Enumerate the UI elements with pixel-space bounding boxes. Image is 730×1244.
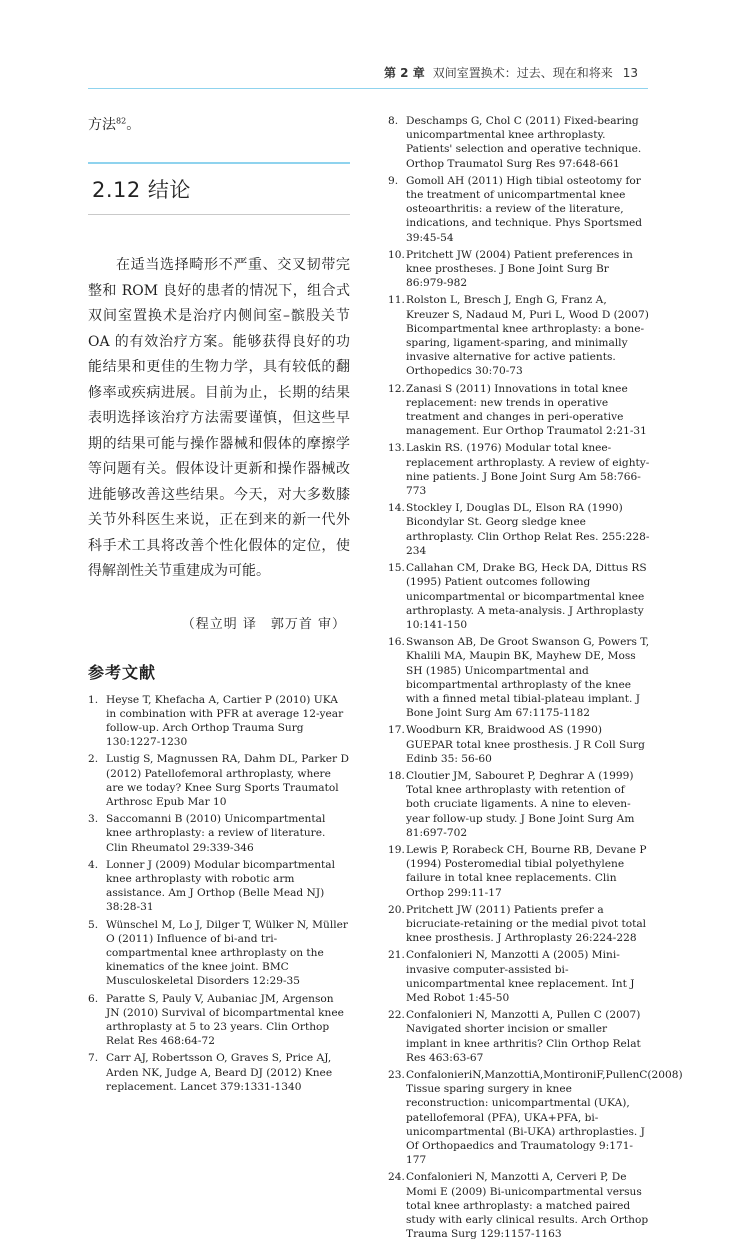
reference-text: Heyse T, Khefacha A, Cartier P (2010) UKA in combination with PFR at average 12-year follow-up. Arch Orthop Trauma Surg 130:1227-1230	[106, 693, 344, 749]
chapter-label: 第 2 章	[383, 66, 425, 80]
reference-number: 1.	[88, 693, 99, 706]
reference-number: 7.	[88, 1052, 99, 1065]
references-heading: 参考文献	[88, 662, 157, 682]
reference-number: 13.	[388, 442, 405, 455]
reference-item	[388, 248, 650, 291]
reference-number: 15.	[388, 562, 405, 575]
continuation-tail: 。	[126, 117, 141, 133]
reference-text: Pritchett JW (2011) Patients prefer a bicruciate-retaining or the medial pivot total knee prosthesis. J Arthroplasty 26:224-228	[406, 903, 647, 945]
reference-text: Callahan CM, Drake BG, Heck DA, Dittus RS (1995) Patient outcomes following unicompartmental or bicompartmental knee arthroplasty. A meta-analysis. J Arthroplasty 10:141-150	[406, 562, 647, 631]
reference-text: Gomoll AH (2011) High tibial osteotomy for the treatment of unicompartmental knee osteoarthritis: a review of the literature, indications, and technique. Phys Sportsmed 39:45-54	[406, 174, 643, 244]
reference-number: 5.	[88, 918, 99, 931]
reference-text: Laskin RS. (1976) Modular total knee-replacement arthroplasty. A review of eighty-nine patients. J Bone Joint Surg Am 58:766-773	[406, 442, 650, 498]
continuation-text: 方法	[88, 117, 116, 133]
reference-item	[388, 293, 650, 378]
right-column	[388, 114, 683, 1244]
reference-item	[388, 114, 650, 171]
reference-item	[388, 501, 650, 558]
reference-item	[88, 812, 350, 855]
citation-marker: 82	[116, 116, 127, 126]
reference-text: ConfalonieriN,ManzottiA,MontironiF,PullenC(2008) Tissue sparing surgery in knee reconstruction: unicompartmental (UKA), patellofemoral (PFA), UKA+PFA, bi-unicompartmental (Bi-UKA) arthroplasties. J Of Orthopaedics and Traumatology 9:171-177	[406, 1069, 683, 1167]
reference-number: 9.	[388, 174, 399, 187]
page-number: 13	[622, 66, 638, 80]
reference-text: Wünschel M, Lo J, Dilger T, Wülker N, Müller O (2011) Influence of bi-and tri-compartmental knee arthroplasty on the kinematics of the knee joint. BMC Musculoskeletal Disorders 12:29-35	[106, 918, 348, 988]
reference-number: 18.	[388, 769, 405, 782]
reference-number: 14.	[388, 502, 405, 515]
reference-item	[388, 635, 650, 720]
reference-text: Lonner J (2009) Modular bicompartmental knee arthroplasty with robotic arm assistance. Am J Orthop (Belle Mead NJ) 38:28-31	[106, 858, 335, 914]
section-rule-bottom	[88, 214, 350, 215]
reference-number: 22.	[388, 1009, 405, 1022]
reference-item	[388, 843, 650, 900]
header-text	[384, 64, 638, 81]
reference-item	[88, 752, 350, 809]
reference-number: 21.	[388, 949, 405, 962]
reference-text: Saccomanni B (2010) Unicompartmental knee arthroplasty: a review of literature. Clin Rheumatol 29:339-346	[106, 813, 326, 854]
reference-text: Confalonieri N, Manzotti A (2005) Mini-invasive computer-assisted bi-unicompartmental knee replacement. Int J Med Robot 1:45-50	[406, 949, 635, 1004]
reference-item	[388, 903, 650, 946]
reference-number: 11.	[388, 294, 405, 307]
left-column	[88, 100, 350, 1097]
reference-item	[388, 441, 650, 498]
reference-item	[388, 561, 650, 632]
reference-text: Woodburn KR, Braidwood AS (1990) GUEPAR total knee prosthesis. J R Coll Surg Edinb 35: 56-60	[406, 724, 645, 765]
translator-credit: （程立明 译 郭万首 审）	[181, 616, 346, 632]
reference-item	[88, 1051, 350, 1094]
reference-item	[388, 174, 650, 245]
reference-text: Swanson AB, De Groot Swanson G, Powers T, Khalili MA, Maupin BK, Mayhew DE, Moss SH (1985) Unicompartmental and bicompartmental arthroplasty of the knee with a finned metal tibial-plateau implant. J Bone Joint Surg Am 67:1175-1182	[406, 636, 650, 720]
reference-item	[388, 382, 650, 439]
reference-text: Paratte S, Pauly V, Aubaniac JM, Argenson JN (2010) Survival of bicompartmental knee arthroplasty at 5 to 23 years. Clin Orthop Relat Res 468:64-72	[106, 992, 344, 1048]
reference-number: 8.	[388, 115, 399, 127]
reference-text: Cloutier JM, Sabouret P, Deghrar A (1999) Total knee arthroplasty with retention of both cruciate ligaments. A nine to eleven-year follow-up study. J Bone Joint Surg Am 81:697-702	[406, 769, 635, 839]
reference-number: 2.	[88, 753, 99, 766]
reference-text: Lewis P, Rorabeck CH, Bourne RB, Devane P (1994) Posteromedial tibial polyethylene failure in total knee replacements. Clin Orthop 299:11-17	[406, 843, 647, 899]
reference-list-left	[88, 693, 350, 1094]
reference-text: Confalonieri N, Manzotti A, Cerveri P, De Momi E (2009) Bi-unicompartmental versus total knee arthroplasty: a matched paired study with early clinical results. Arch Orthop Trauma Surg 129:1157-1163	[406, 1171, 649, 1241]
reference-item	[388, 948, 650, 1005]
reference-number: 23.	[388, 1069, 405, 1081]
reference-item	[388, 1068, 683, 1167]
reference-text: Zanasi S (2011) Innovations in total knee replacement: new trends in operative treatment and changes in peri-operative management. Eur Orthop Traumatol 2:21-31	[406, 382, 647, 438]
continuation-line	[88, 114, 350, 134]
reference-number: 4.	[88, 858, 99, 871]
reference-number: 19.	[388, 843, 405, 856]
conclusion-paragraph: 在适当选择畸形不严重、交叉韧带完整和 ROM 良好的患者的情况下，组合式双间室置换术是治疗内侧间室–髌股关节 OA 的有效治疗方案。能够获得良好的功能结果和更佳的生物力学，具有较低的翻修率或疾病进展。目前为止，长期的结果表明选择该治疗方法需要谨慎，但这些早期的结果可能与操作器械和假体的摩擦学等问题有关。假体设计更新和操作器械改进能够改善这些结果。今天，对大多数膝关节外科医生来说，正在到来的新一代外科手术工具将改善个性化假体的定位，使得解剖性关节重建成为可能。	[88, 257, 350, 579]
chapter-title: 双间室置换术：过去、现在和将来	[432, 66, 613, 80]
reference-number: 6.	[88, 992, 99, 1005]
reference-text: Carr AJ, Robertsson O, Graves S, Price AJ, Arden NK, Judge A, Beard DJ (2012) Knee replacement. Lancet 379:1331-1340	[106, 1052, 333, 1093]
reference-item	[388, 1170, 650, 1241]
reference-text: Stockley I, Douglas DL, Elson RA (1990) Bicondylar St. Georg sledge knee arthroplasty. Clin Orthop Relat Res. 255:228-234	[406, 502, 650, 557]
reference-list-right	[388, 114, 683, 1241]
reference-text: Confalonieri N, Manzotti A, Pullen C (2007) Navigated shorter incision or smaller implant in knee arthritis? Clin Orthop Relat Res 463:63-67	[406, 1009, 641, 1064]
reference-number: 10.	[388, 248, 405, 261]
reference-number: 12.	[388, 382, 405, 395]
reference-item	[388, 723, 650, 766]
section-title: 2.12 结论	[92, 178, 191, 202]
reference-text: Deschamps G, Chol C (2011) Fixed-bearing unicompartmental knee arthroplasty. Patients' selection and operative technique. Orthop Traumatol Surg Res 97:648-661	[406, 115, 642, 170]
section-rule-top	[88, 162, 350, 164]
running-header	[88, 58, 648, 89]
reference-number: 24.	[388, 1171, 405, 1184]
reference-text: Pritchett JW (2004) Patient preferences in knee prostheses. J Bone Joint Surg Br 86:979-982	[406, 248, 633, 290]
reference-item	[88, 918, 350, 989]
reference-number: 20.	[388, 903, 405, 916]
reference-number: 17.	[388, 724, 405, 737]
reference-number: 16.	[388, 636, 405, 649]
reference-item	[88, 693, 350, 750]
reference-text: Lustig S, Magnussen RA, Dahm DL, Parker D (2012) Patellofemoral arthroplasty, where are we today? Knee Surg Sports Traumatol Arthrosc Epub Mar 10	[106, 753, 349, 808]
reference-text: Rolston L, Bresch J, Engh G, Franz A, Kreuzer S, Nadaud M, Puri L, Wood D (2007) Bicompartmental knee arthroplasty: a bone-sparing, ligament-sparing, and minimally invasive alternative for active patients. Orthopedics 30:70-73	[406, 294, 649, 378]
reference-item	[388, 769, 650, 840]
reference-item	[88, 858, 350, 915]
reference-item	[88, 992, 350, 1049]
reference-number: 3.	[88, 813, 99, 826]
